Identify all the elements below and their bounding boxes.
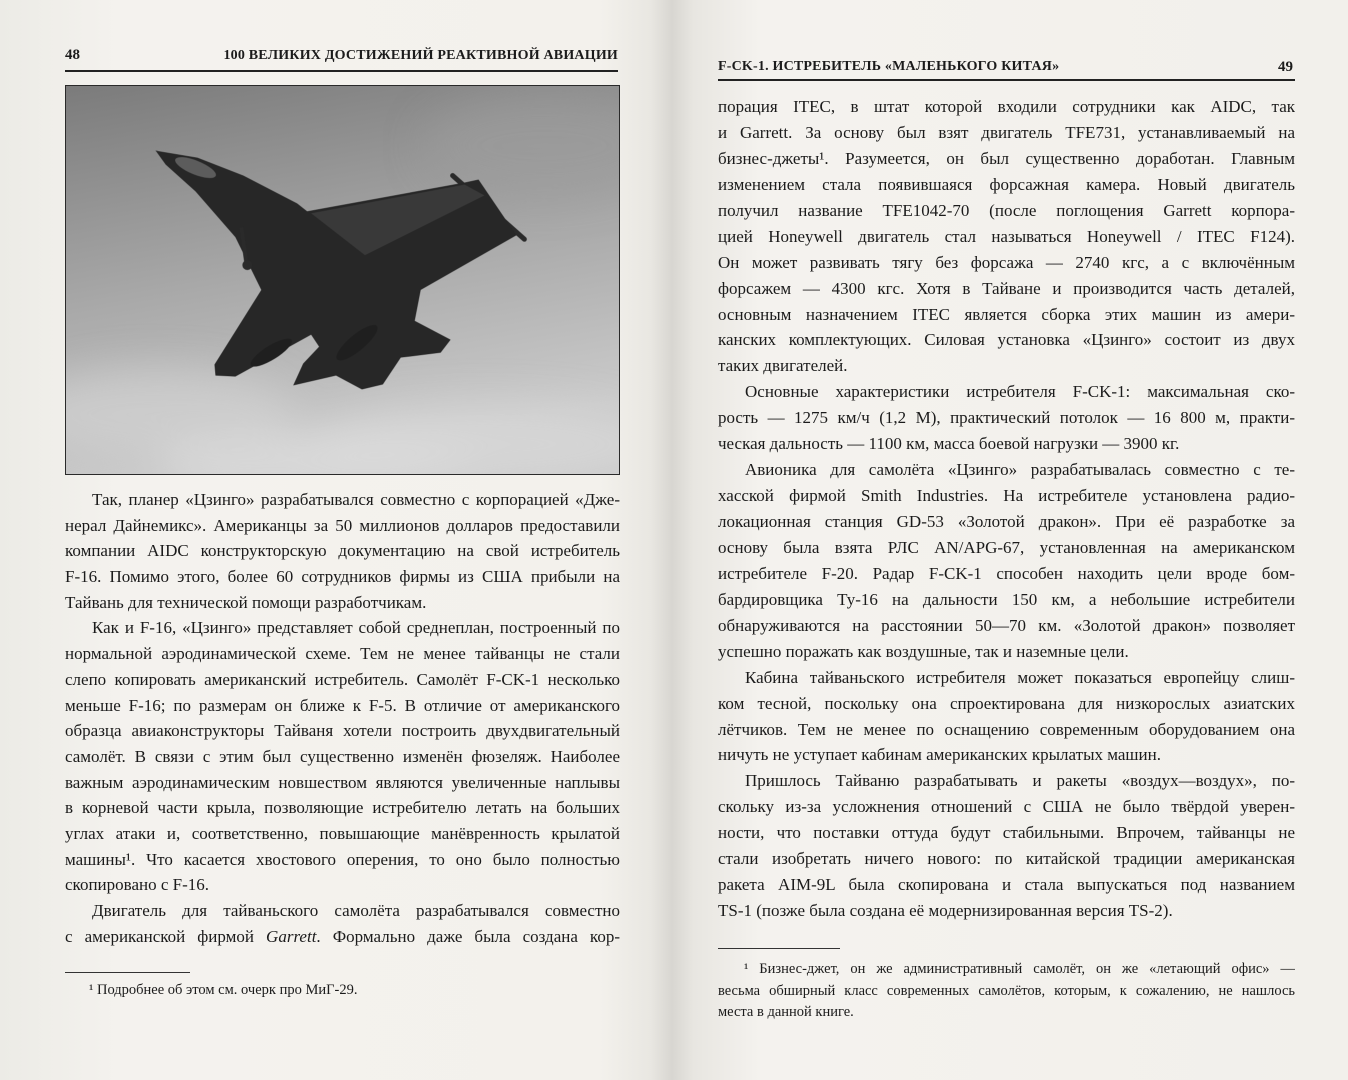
text-line: скопировано с F-16. [65, 875, 209, 895]
text-line: бардировщика Ту-16 на дальности 150 км, а небольшие истребители [718, 589, 1295, 609]
text-line: компании AIDC конструкторскую документацию на свой истребитель [65, 541, 620, 561]
text-line: обнаруживаются на расстоянии 50—70 км. «Золотой дракон» позволяет [718, 615, 1295, 635]
text-line: истребителе F-20. Радар F-CK-1 способен находить цели вроде бом- [718, 563, 1295, 583]
text-line: хасской фирмой Smith Industries. На истребителе установлена радио- [718, 486, 1295, 506]
text-line: самолёт. В связи с этим был существенно изменён фюзеляж. Наиболее [65, 746, 620, 766]
text-line: нормальной аэродинамической схеме. Тем не менее тайванцы не стали [65, 644, 620, 664]
footnote-line: весьма обширный класс современных самолётов, которым, к сожалению, не нашлось [718, 982, 1295, 999]
footnote [65, 980, 620, 1001]
text-line: таких двигателей. [718, 356, 848, 376]
text-line: ком тесной, поскольку она спроектирована для низкорослых азиатских [718, 693, 1295, 713]
text-line: лётчиков. Тем не менее по оснащению современным оборудованием она [718, 719, 1295, 739]
footnote-rule [65, 972, 190, 973]
text-line: ничуть не уступает кабинам американских крылатых машин. [718, 745, 1161, 765]
footnote [718, 959, 1295, 1024]
text-line: ракета AIM-9L была скопирована и стала выпускаться под названием [718, 875, 1295, 895]
text-line: F-16. Помимо этого, более 60 сотрудников фирмы из США прибыли на [65, 567, 620, 587]
text-line: локационная станция GD-53 «Золотой дракон». При её разработке за [718, 512, 1295, 531]
text-line: успешно поражать как воздушные, так и наземные цели. [718, 641, 1129, 661]
text-line: бизнес-джеты¹. Разумеется, он был существенно доработан. Главным [718, 148, 1295, 168]
text-line: канских комплектующих. Силовая установка «Цзинго» состоит из двух [718, 330, 1295, 350]
footnote-line: места в данной книге. [718, 1004, 854, 1020]
text-line: и Garrett. За основу был взят двигатель TFE731, устанавливаемый на [718, 122, 1295, 142]
photo-canvas [66, 86, 619, 474]
text-line: стали изобретать ничего нового: по китайской традиции американская [718, 849, 1295, 869]
text-line: основным назначением ITEC является сборка этих машин из амери- [718, 304, 1295, 324]
text-line: Он может развивать тягу без форсажа — 2740 кгс, а с включённым [718, 252, 1295, 272]
text-line: рость — 1275 км/ч (1,2 М), практический потолок — 16 800 м, практи- [718, 408, 1295, 428]
text-line: форсажем — 4300 кгс. Хотя в Тайване и производится часть деталей, [718, 278, 1295, 298]
text-line: TS-1 (позже была создана её модернизированная версия TS-2). [718, 901, 1173, 921]
text-line: Тайвань для технической помощи разработчикам. [65, 592, 427, 612]
text-line: Авионика для самолёта «Цзинго» разрабатывалась совместно с те- [745, 460, 1295, 480]
text-line: Основные характеристики истребителя F-CK-1: максимальная ско- [745, 382, 1295, 402]
text-line: скольку из-за усложнения отношений с США не было твёрдой уверен- [718, 797, 1295, 817]
text-line: меньше F-16; по размерам он ближе к F-5. В отличие от американского [65, 695, 620, 715]
text-line: Пришлось Тайваню разрабатывать и ракеты «воздух—воздух», по- [745, 771, 1295, 791]
text-line: Кабина тайваньского истребителя может показаться европейцу слиш- [745, 667, 1295, 687]
text-line: углах атаки и, соответственно, повышающие манёвренность крылатой [65, 823, 620, 843]
text-line: основу была взята РЛС AN/APG-67, установленная на американском [718, 537, 1295, 557]
header-rule [718, 79, 1295, 81]
text-line: Как и F-16, «Цзинго» представляет собой среднеплан, построенный по [92, 618, 620, 638]
text-line: в корневой части крыла, позволяющие истребителю летать на больших [65, 798, 620, 818]
running-head: 100 ВЕЛИКИХ ДОСТИЖЕНИЙ РЕАКТИВНОЙ АВИАЦИИ [223, 48, 618, 63]
text-segment: . Формально даже была создана кор- [316, 926, 620, 946]
text-line: получил название TFE1042-70 (после поглощения Garrett корпора- [718, 200, 1295, 220]
text-line: ческая дальность — 1100 км, масса боевой нагрузки — 3900 кг. [718, 434, 1180, 454]
text-line: изменением стала появившаяся форсажная камера. Новый двигатель [718, 174, 1295, 194]
text-line: нерал Дайнемикс». Американцы за 50 миллионов долларов предоставили [65, 515, 620, 535]
text-line: Так, планер «Цзинго» разрабатывался совместно с корпорацией «Дже- [92, 490, 620, 509]
text-line: важным аэродинамическим новшеством являются увеличенные наплывы [65, 772, 620, 792]
text-segment: с американской фирмой [65, 926, 267, 946]
text-line: ности, что поставки оттуда будут стабильными. Впрочем, тайванцы не [718, 823, 1295, 843]
running-head: F-CK-1. ИСТРЕБИТЕЛЬ «МАЛЕНЬКОГО КИТАЯ» [718, 59, 1060, 74]
page-number: 48 [65, 47, 80, 63]
text-line: цией Honeywell двигатель стал называться Honeywell / ITEC F124). [718, 226, 1295, 246]
text-line: машины¹. Что касается хвостового оперения, то оно было полностью [65, 849, 620, 869]
text-line: слепо копировать американский истребитель. Самолёт F-CK-1 несколько [65, 669, 620, 689]
left-text-column [65, 487, 620, 949]
footnote-rule [718, 948, 840, 949]
right-text-column [718, 94, 1295, 924]
text-line: порация ITEC, в штат которой входили сотрудники как AIDC, так [718, 97, 1295, 116]
aircraft-photo [65, 85, 620, 475]
text-line: Двигатель для тайваньского самолёта разрабатывался совместно [92, 901, 620, 920]
header-rule [65, 70, 618, 72]
italic-company-name: Garrett [266, 926, 317, 946]
landing-gear-wheel [242, 260, 252, 270]
footnote-line: ¹ Подробнее об этом см. очерк про МиГ-29. [89, 982, 358, 998]
footnote-line: ¹ Бизнес-джет, он же административный самолёт, он же «летающий офис» — [744, 961, 1295, 977]
text-line: образца авиаконструкторы Тайваня хотели построить двухдвигательный [65, 721, 620, 741]
text-line [65, 924, 620, 950]
page-number: 49 [1278, 59, 1293, 75]
